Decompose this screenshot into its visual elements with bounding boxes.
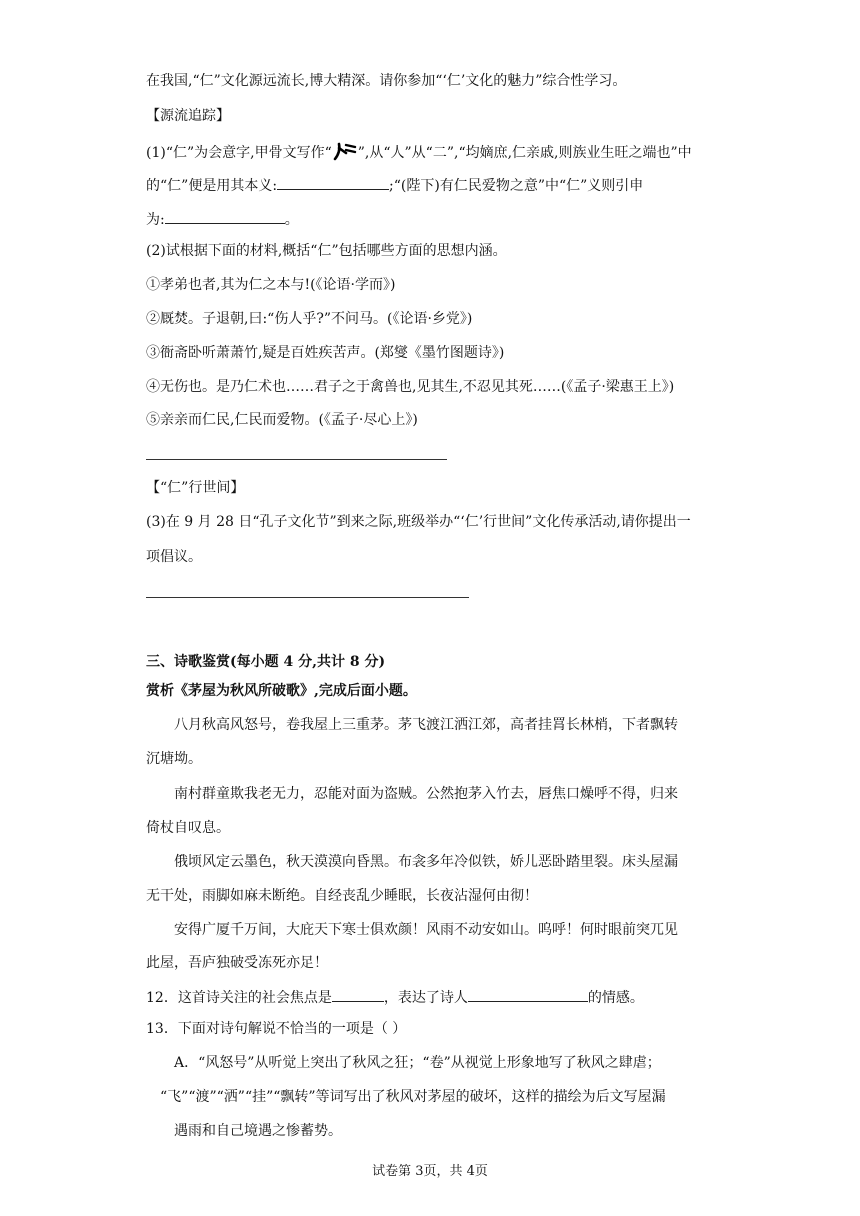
q1-line3-text-b: 。	[284, 212, 299, 228]
q12-answer-blank-1[interactable]	[332, 986, 384, 1002]
poem-line-4: 倚杖自叹息。	[146, 820, 230, 836]
q2-material-1: ①孝弟也者,其为仁之本与!(《论语·学而》)	[146, 277, 396, 293]
q3-answer-line[interactable]	[146, 597, 469, 598]
q13-option-a-line1: A．“风怒号”从听觉上突出了秋风之狂；“卷”从视觉上形象地写了秋风之肆虐；	[174, 1055, 661, 1071]
poem-line-5: 俄顷风定云墨色，秋天漠漠向昏黑。布衾多年冷似铁，娇儿恶卧踏里裂。床头屋漏	[174, 854, 678, 870]
q2-material-4: ④无伤也。是乃仁术也……君子之于禽兽也,见其生,不忍见其死……(《孟子·梁惠王上》)	[146, 379, 675, 395]
poem-line-8: 此屋，吾庐独破受冻死亦足！	[146, 955, 328, 971]
q2-material-2: ②厩焚。子退朝,曰:“伤人乎?”不问马。(《论语·乡党》)	[146, 311, 473, 327]
q1-line2-text-b: ;“(陛下)有仁民爱物之意”中“仁”义则引申	[389, 178, 644, 194]
q2-answer-line[interactable]	[146, 459, 447, 460]
part3-subheading: 赏析《茅屋为秋风所破歌》,完成后面小题。	[146, 683, 417, 699]
intro-text: 在我国,“仁”文化源远流长,博大精深。请你参加“‘仁’文化的魅力”综合性学习。	[146, 73, 627, 89]
q2-material-3: ③衙斋卧听萧萧竹,疑是百姓疾苦声。(郑燮《墨竹图题诗》)	[146, 345, 505, 361]
q12-text-b: ，表达了诗人	[383, 990, 468, 1006]
part3-heading: 三、诗歌鉴赏(每小题 4 分,共计 8 分)	[146, 654, 386, 670]
q3-line2: 项倡议。	[146, 549, 202, 565]
q1-line3	[146, 208, 299, 228]
oracle-bone-ren-icon	[333, 141, 357, 167]
section-heading-yuanliu: 【源流追踪】	[146, 108, 230, 124]
poem-line-7: 安得广厦千万间，大庇天下寒士俱欢颜！风雨不动安如山。呜呼！何时眼前突兀见	[174, 922, 678, 938]
q1-line3-text-a: 为:	[146, 212, 165, 228]
q1-text-part1: (1)“仁”为会意字,甲骨文写作“	[146, 145, 332, 161]
q2-prompt: (2)试根据下面的材料,概括“仁”包括哪些方面的思想内涵。	[146, 243, 507, 259]
q12-answer-blank-2[interactable]	[468, 986, 588, 1002]
q12-text-a: 12．这首诗关注的社会焦点是	[146, 990, 332, 1006]
q13-prompt: 13．下面对诗句解说不恰当的一项是（ ）	[146, 1021, 407, 1037]
q1-answer-blank-1[interactable]	[277, 174, 389, 190]
q3-line1: (3)在 9 月 28 日“孔子文化节”到来之际,班级举办“‘仁’行世间”文化传承活动,请你提出一	[146, 514, 691, 530]
page-footer: 试卷第 3页，共 4页	[372, 1164, 488, 1179]
q2-material-5: ⑤亲亲而仁民,仁民而爱物。(《孟子·尽心上》)	[146, 412, 418, 428]
q13-option-a-line3: 遇雨和自己境遇之惨蓄势。	[174, 1123, 342, 1139]
q12-text-c: 的情感。	[587, 990, 644, 1006]
q12-line	[146, 986, 644, 1006]
poem-line-2: 沉塘坳。	[146, 751, 202, 767]
poem-line-1: 八月秋高风怒号，卷我屋上三重茅。茅飞渡江洒江郊，高者挂罥长林梢，下者飘转	[174, 717, 678, 733]
q1-line2-text-a: 的“仁”便是用其本义:	[146, 178, 278, 194]
section-heading-xingshijian: 【“仁”行世间】	[146, 480, 245, 496]
q13-option-a-line2: “飞”“渡”“洒”“挂”“飘转”等词写出了秋风对茅屋的破坏，这样的描绘为后文写屋漏	[160, 1089, 666, 1105]
q1-text-part2: ”,从“人”从“二”,“均嫡庶,仁亲戚,则族业生旺之端也”中	[357, 145, 692, 161]
q1-answer-blank-2[interactable]	[165, 208, 285, 224]
q1-line2	[146, 174, 643, 194]
q1-line1	[146, 141, 692, 161]
poem-line-3: 南村群童欺我老无力，忍能对面为盗贼。公然抱茅入竹去，唇焦口燥呼不得，归来	[174, 786, 678, 802]
poem-line-6: 无干处，雨脚如麻未断绝。自经丧乱少睡眠，长夜沾湿何由彻！	[146, 888, 538, 904]
